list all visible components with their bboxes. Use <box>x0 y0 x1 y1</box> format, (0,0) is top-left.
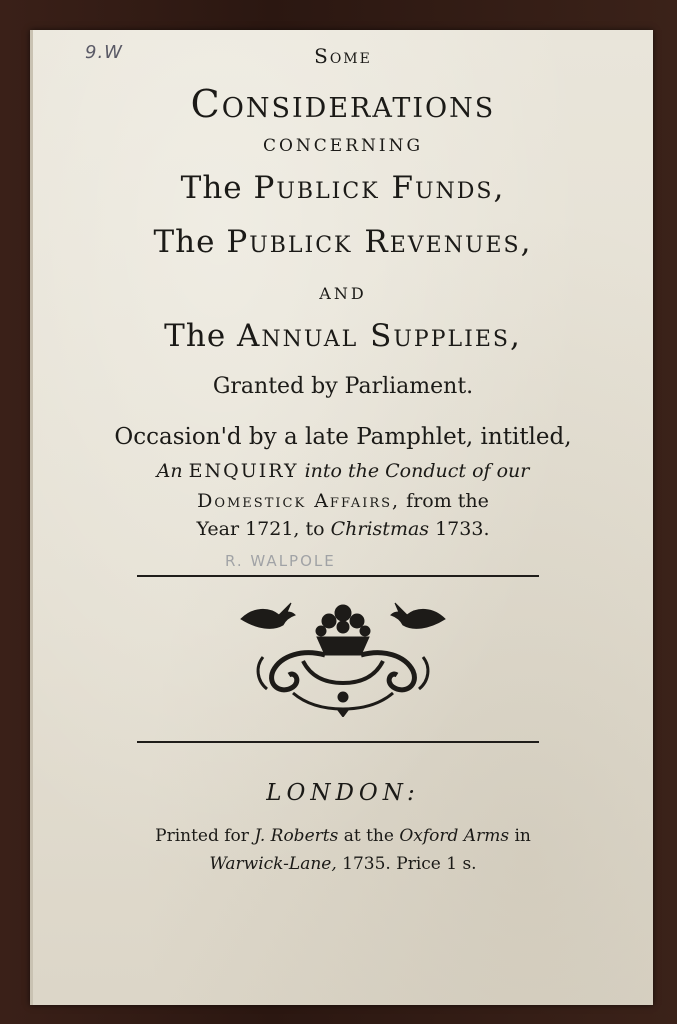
title-line-annual-supplies <box>33 318 653 354</box>
divider-rule-top <box>137 575 539 577</box>
title-line-the: The <box>153 224 216 260</box>
domestick-line <box>33 490 653 512</box>
title-line-publick-revenues <box>33 224 653 260</box>
imprint-in: in <box>514 826 531 846</box>
occasion-line: Occasion'd by a late Pamphlet, intitled, <box>114 424 572 450</box>
title-and: AND <box>319 284 367 303</box>
printers-ornament-icon <box>233 597 453 717</box>
enquiry-rest: into the Conduct of our <box>304 460 530 482</box>
imprint-printed-line <box>33 826 653 846</box>
year-post: 1733. <box>435 518 490 540</box>
title-concerning: CONCERNING <box>262 136 424 156</box>
year-christmas: Christmas <box>330 518 430 540</box>
title-line-the: The <box>180 170 243 206</box>
imprint-warwick-lane: Warwick-Lane, <box>209 854 337 874</box>
year-line <box>33 518 653 540</box>
domestick-rest: from the <box>406 490 489 512</box>
imprint-printed-for: Printed for <box>155 826 249 846</box>
imprint-london: LONDON: <box>266 780 420 806</box>
pencil-note: R. WALPOLE <box>225 552 336 570</box>
title-line-text: Publick Funds, <box>253 170 506 206</box>
imprint-year: 1735. <box>342 854 391 874</box>
enquiry-line <box>33 460 653 482</box>
enquiry-an: An <box>156 460 183 482</box>
imprint-price: Price 1 s. <box>396 854 477 874</box>
title-line-text: Annual Supplies, <box>237 318 522 354</box>
title-line-the: The <box>164 318 227 354</box>
imprint-printer: J. Roberts <box>254 826 339 846</box>
title-page <box>30 30 653 1005</box>
imprint-at-the: at the <box>343 826 394 846</box>
handwritten-inscription: 9.W <box>85 42 123 63</box>
domestick-affairs: Domestick Affairs, <box>197 490 401 512</box>
year-pre: Year 1721, to <box>196 518 325 540</box>
enquiry-word: ENQUIRY <box>188 460 299 482</box>
title-considerations: Considerations <box>190 82 496 126</box>
imprint-oxford-arms: Oxford Arms <box>399 826 510 846</box>
title-line-publick-funds <box>33 170 653 206</box>
divider-rule-bottom <box>137 741 539 743</box>
title-granted: Granted by Parliament. <box>212 374 474 399</box>
title-line-text: Publick Revenues, <box>226 224 533 260</box>
imprint-address-line <box>33 854 653 874</box>
title-some: Some <box>314 44 372 68</box>
